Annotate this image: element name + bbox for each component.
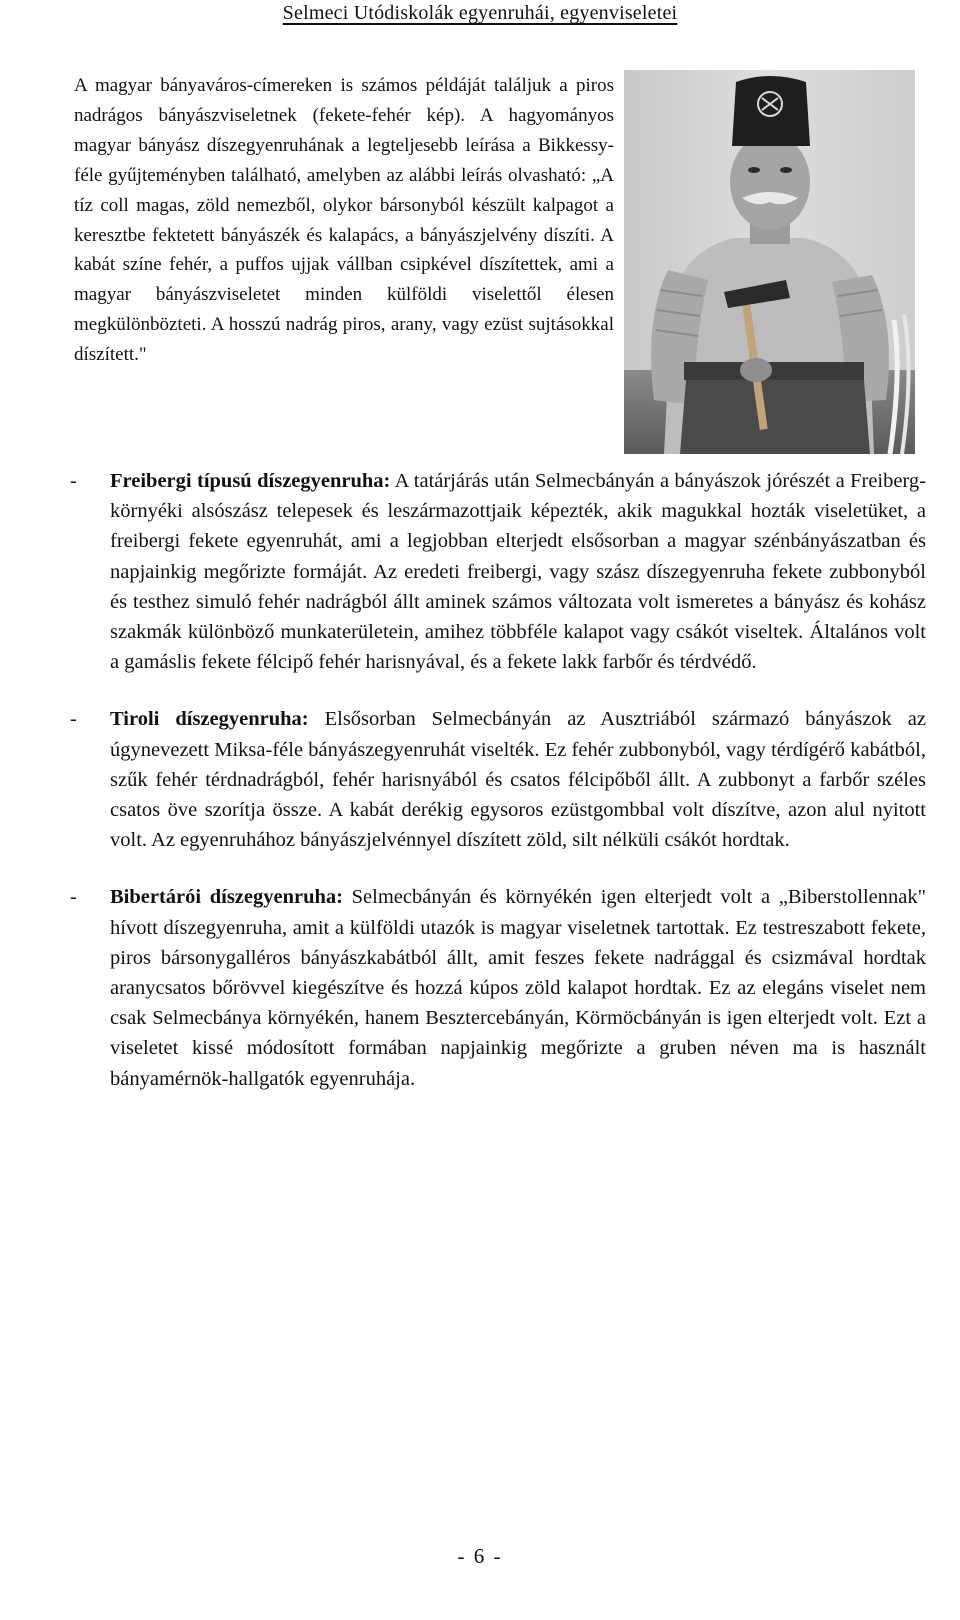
- list-item: [70, 466, 926, 677]
- item-text: Selmecbányán és környékén igen elterjedt volt a „Biberstollennak" hívott díszegyenruha, amit a külföldi utazók is magyar viseletnek tartottak. Ez testreszabott fekete, piros bársonygalléros bányászkabátból állt, amit feszes fekete nadrággal és csizmával hordtak aranycsatos bőrövvel kiegészítve és hozzá kúpos zöld kalapot hordtak. Ez az elegáns viselet nem csak Selmecbánya környékén, hanem Besztercebányán, Körmöcbányán is igen elterjedt volt. Ezt a viseletet kissé módosított formában napjainkig megőrizte a gruben néven ma is használt bányamérnök-hallgatók egyenruhája.: [110, 886, 926, 1090]
- running-title: Selmeci Utódiskolák egyenruhái, egyenviseletei: [282, 2, 678, 24]
- item-title: Bibertárói díszegyenruha:: [110, 886, 343, 909]
- item-title: Tiroli díszegyenruha:: [110, 708, 309, 731]
- item-title: Freibergi típusú díszegyenruha:: [110, 470, 391, 492]
- uniform-list: [70, 466, 926, 1121]
- item-text: A tatárjárás után Selmecbányán a bányászok jórészét a Freiberg-környéki alsószász telepesek és leszármazottjaik képezték, akik magukkal hozták viseletüket, a freibergi fekete egyenruhát, ami a legjobban elterjedt elsősorban a magyar szénbányászatban és napjainkig megőrizte formáját. Az eredeti freibergi, vagy szász díszegyenruha fekete zubbonyból és testhez simuló fehér nadrágból állt aminek számos változata volt ismeretes a bányász és kohász szakmák különböző munkaterületein, amihez többféle kalapot vagy csákót viseltek. Általános volt a gamáslis fekete félcipő fehér harisnyával, és a fekete lakk farbőr és térdvédő.: [110, 470, 927, 674]
- page-number: - 6 -: [457, 1544, 503, 1568]
- list-dash: -: [70, 886, 77, 909]
- list-item: [70, 882, 926, 1093]
- item-text: Elsősorban Selmecbányán az Ausztriából származó bányászok az úgynevezett Miksa-féle bányászegyenruhát viselték. Ez fehér zubbonyból, vagy térdígérő kabátból, szűk fehér térdnadrágból, fehér harisnyából és csatos félcipőből állt. A zubbonyt a farbőr széles csatos öve szorítja össze. A kabát derékig egysoros ezüstgombbal volt díszítve, azon alul nyitott volt. Az egyenruhához bányászjelvénnyel díszített zöld, silt nélküli csákót hordtak.: [110, 708, 926, 852]
- list-dash: -: [70, 708, 77, 731]
- miner-photo: [624, 70, 915, 454]
- list-item: [70, 704, 926, 855]
- running-header: [0, 2, 960, 25]
- intro-paragraph: A magyar bányaváros-címereken is számos példáját találjuk a piros nadrágos bányászviseletnek (fekete-fehér kép). A hagyományos magyar bányász díszegyenruhának a legteljesebb leírása a Bikkessy-féle gyűjteményben található, amelyben az alábbi leírás olvasható: „A tíz coll magas, zöld nemezből, olykor bársonyból készült kalpagot a keresztbe fektetett bányászék és kalapács, a bányászjelvény díszíti. A kabát színe fehér, a puffos ujjak vállban csipkével díszítettek, ami a magyar bányászviseletet minden külföldi viselettől élesen megkülönbözteti. A hosszú nadrág piros, arany, vagy ezüst sujtásokkal díszített.": [74, 75, 614, 366]
- list-dash: -: [70, 470, 77, 492]
- miner-portrait-illustration: [624, 70, 915, 454]
